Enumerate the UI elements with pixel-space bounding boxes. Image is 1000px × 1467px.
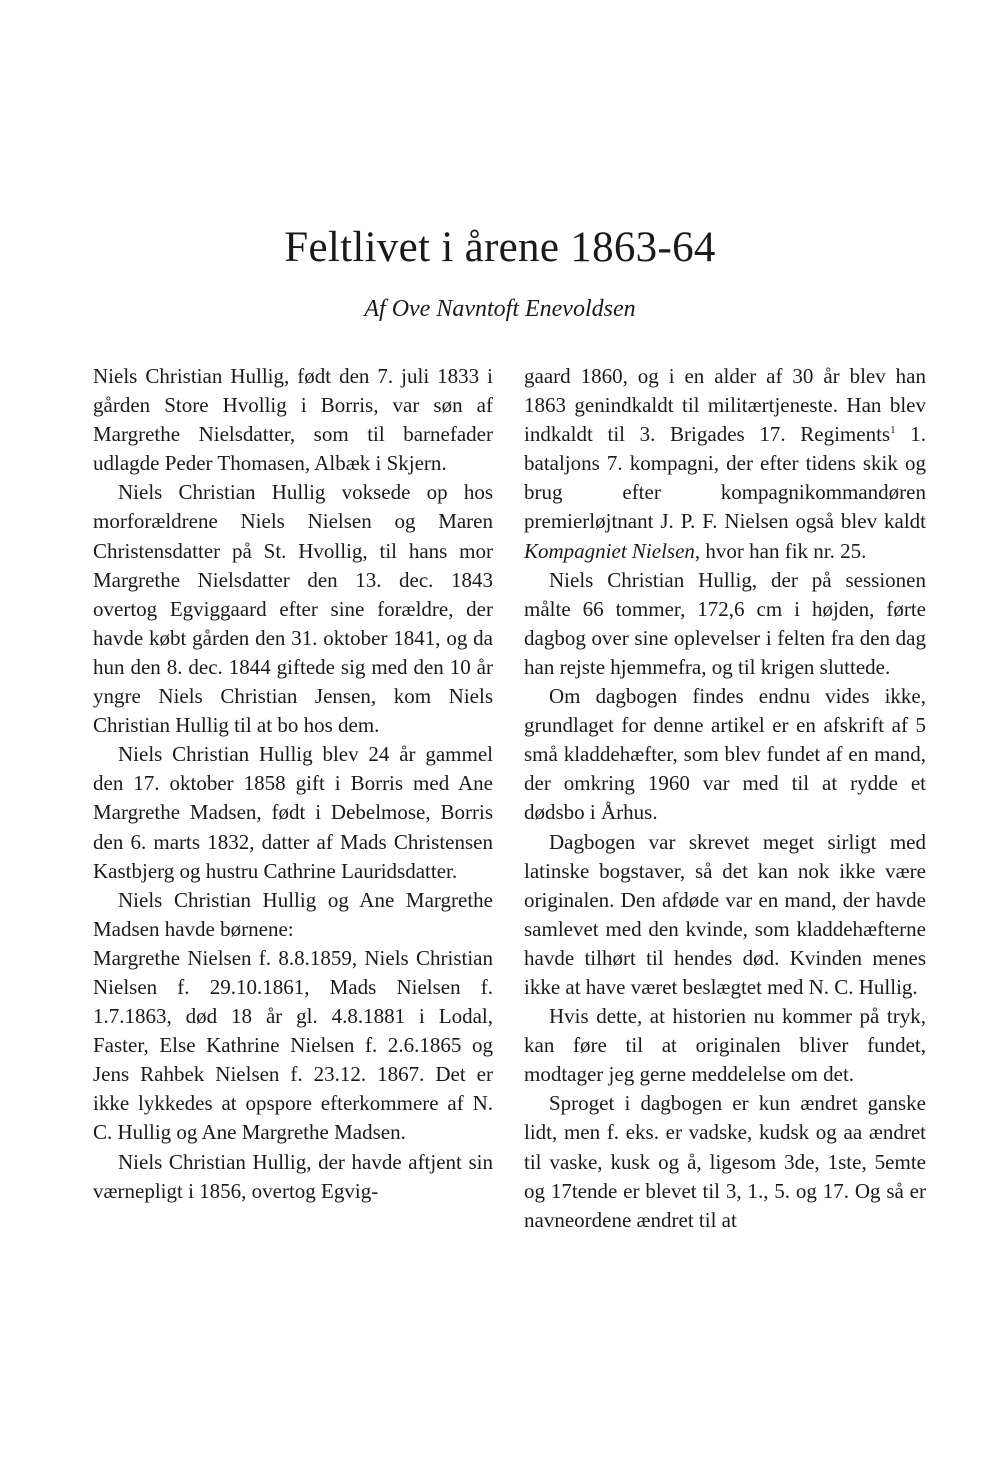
paragraph: Om dagbogen findes endnu vides ikke, grundlaget for denne artikel er en afskrift af 5 små kladdehæfter, som blev fundet af en mand, der omkring 1960 var med til at rydde et dødsbo i Århus. xyxy=(524,684,926,825)
paragraph: Niels Christian Hullig, født den 7. juli 1833 i gården Store Hvollig i Borris, var søn af Margrethe Nielsdatter, som til barnefader udlagde Peder Thomasen, Albæk i Skjern. xyxy=(93,364,493,476)
paragraph: Niels Christian Hullig blev 24 år gammel den 17. oktober 1858 gift i Borris med Ane Margrethe Madsen, født i Debelmose, Borris den 6. marts 1832, datter af Mads Christensen Kastbjerg og hustru Cathrine Lauridsdatter. xyxy=(93,742,493,883)
article-title: Feltlivet i årene 1863-64 xyxy=(284,224,716,271)
paragraph: Niels Christian Hullig, der havde aftjent sin værnepligt i 1856, overtog Egvig- xyxy=(93,1149,493,1203)
paragraph: Niels Christian Hullig, der på sessionen målte 66 tommer, 172,6 cm i højden, førte dagbog over sine oplevelser i felten fra den dag han rejste hjemmefra, og til krigen sluttede. xyxy=(524,567,926,679)
paragraph: Niels Christian Hullig voksede op hos morforældrene Niels Nielsen og Maren Christensdatter på St. Hvollig, til hans mor Margrethe Nielsdatter den 13. dec. 1843 overtog Egviggaard efter sine forældre, der havde købt gården den 31. oktober 1841, og da hun den 8. dec. 1844 giftede sig med den 10 år yngre Niels Christian Jensen, kom Niels Christian Hullig til at bo hos dem. xyxy=(93,480,493,738)
paragraph: Niels Christian Hullig og Ane Margrethe Madsen havde børnene: xyxy=(93,887,493,941)
article-byline: Af Ove Navntoft Enevoldsen xyxy=(364,296,636,322)
right-column xyxy=(524,362,926,1235)
paragraph xyxy=(524,362,926,566)
paragraph: Hvis dette, at historien nu kommer på tryk, kan føre til at originalen bliver fundet, modtager jeg gerne meddelelse om det. xyxy=(524,1004,926,1087)
left-column xyxy=(93,362,493,1206)
paragraph-text: gaard 1860, og i en alder af 30 år blev han 1863 genindkaldt til militærtjeneste. Han blev indkaldt til 3. Brigades 17. Regiments xyxy=(524,364,926,447)
paragraph-text: , hvor han fik nr. 25. xyxy=(694,538,867,563)
paragraph-text: 1. bataljons 7. kompagni, der efter tidens skik og brug efter kompagnikommandøren premierløjtnant J. P. F. Nielsen også blev kaldt xyxy=(524,422,926,534)
footnote-marker: 1 xyxy=(890,424,896,437)
italic-term: Kompagniet Nielsen xyxy=(524,538,695,563)
paragraph: Dagbogen var skrevet meget sirligt med latinske bogstaver, så det kan nok ikke være originalen. Den afdøde var en mand, der havde samlevet med den kvinde, som kladdehæfterne havde tilhørt til hendes død. Kvinden menes ikke at have været beslægtet med N. C. Hullig. xyxy=(524,829,926,999)
paragraph: Sproget i dagbogen er kun ændret ganske lidt, men f. eks. er vadske, kudsk og aa ændret til vaske, kusk og å, ligesom 3de, 1ste, 5emte og 17tende er blevet til 3, 1., 5. og 17. Og så er navneordene ændret til at xyxy=(524,1091,926,1232)
paragraph: Margrethe Nielsen f. 8.8.1859, Niels Christian Nielsen f. 29.10.1861, Mads Nielsen f. 1.7.1863, død 18 år gl. 4.8.1881 i Lodal, Faster, Else Kathrine Nielsen f. 2.6.1865 og Jens Rahbek Nielsen f. 23.12. 1867. Det er ikke lykkedes at opspore efterkommere af N. C. Hullig og Ane Margrethe Madsen. xyxy=(93,945,493,1145)
